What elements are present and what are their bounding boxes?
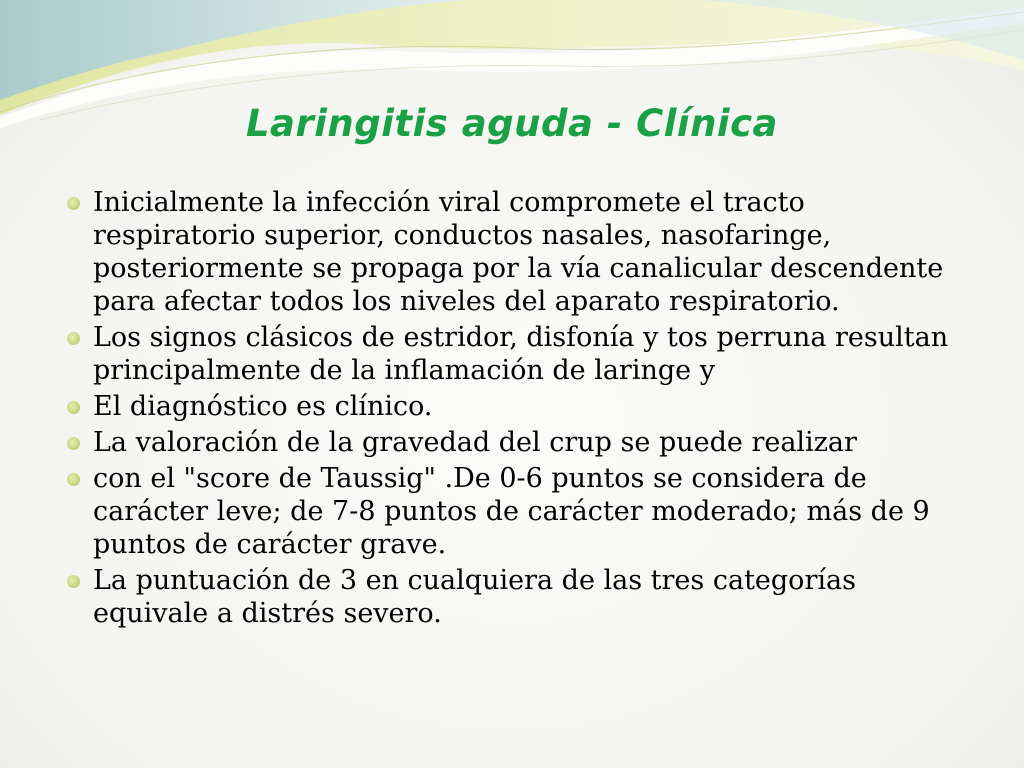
slide-title: Laringitis aguda - Clínica	[245, 102, 779, 145]
bullet-dot-icon	[67, 197, 80, 210]
bullet-item	[63, 321, 953, 387]
bullet-text: El diagnóstico es clínico.	[93, 391, 433, 422]
bullet-dot-icon	[67, 473, 80, 486]
bullet-dot-icon	[67, 575, 80, 588]
bullet-item	[63, 462, 953, 561]
bullet-dot-icon	[67, 332, 80, 345]
bullet-list	[63, 186, 953, 633]
bullet-dot-icon	[67, 401, 80, 414]
bullet-item	[63, 564, 953, 630]
bullet-item	[63, 426, 953, 459]
bullet-text: con el "score de Taussig" .De 0-6 puntos se considera de carácter leve; de 7-8 puntos de carácter moderado; más de 9 puntos de carácter grave.	[93, 463, 930, 560]
bullet-item	[63, 390, 953, 423]
bullet-text: La valoración de la gravedad del crup se puede realizar	[93, 427, 857, 458]
bullet-text: Los signos clásicos de estridor, disfonía y tos perruna resultan principalmente de la inflamación de laringe y	[93, 322, 949, 386]
bullet-text: Inicialmente la infección viral compromete el tracto respiratorio superior, conductos nasales, nasofaringe, posteriormente se propaga por la vía canalicular descendente para afectar todos los niveles del aparato respiratorio.	[93, 187, 944, 317]
bullet-item	[63, 186, 953, 318]
bullet-dot-icon	[67, 437, 80, 450]
bullet-text: La puntuación de 3 en cualquiera de las tres categorías equivale a distrés severo.	[93, 565, 856, 629]
